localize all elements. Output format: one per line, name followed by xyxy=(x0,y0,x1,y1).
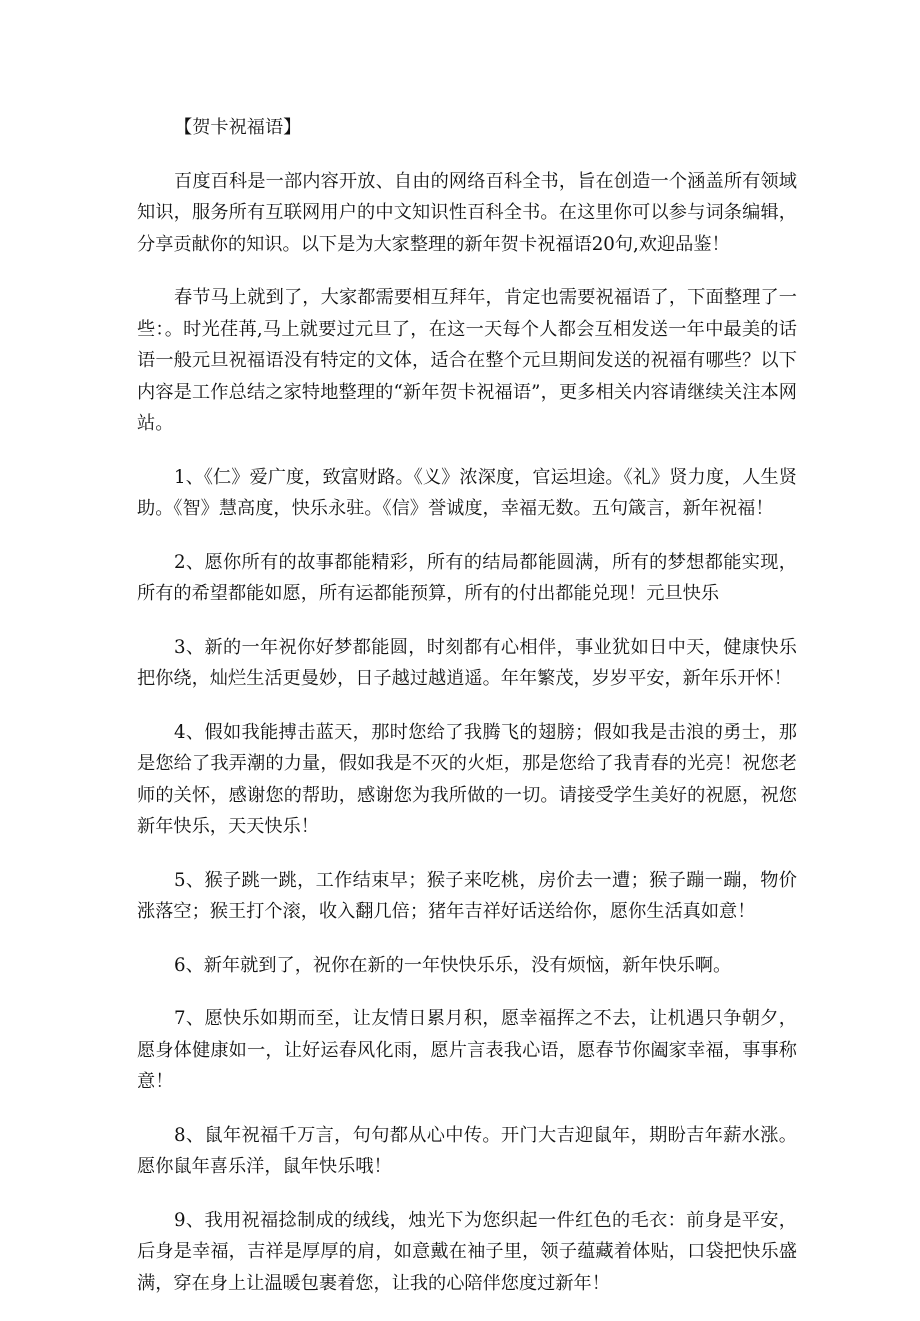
greeting-item-2: 2、愿你所有的故事都能精彩，所有的结局都能圆满，所有的梦想都能实现，所有的希望都能如愿，所有运都能预算，所有的付出都能兑现！元旦快乐 xyxy=(137,551,797,604)
intro-paragraph: 百度百科是一部内容开放、自由的网络百科全书，旨在创造一个涵盖所有领域知识，服务所有互联网用户的中文知识性百科全书。在这里你可以参与词条编辑，分享贡献你的知识。以下是为大家整理的新年贺卡祝福语20句,欢迎品鉴！ xyxy=(137,170,797,255)
greeting-item-8: 8、鼠年祝福千万言，句句都从心中传。开门大吉迎鼠年，期盼吉年薪水涨。愿你鼠年喜乐洋，鼠年快乐哦！ xyxy=(137,1124,797,1177)
greeting-item-3: 3、新的一年祝你好梦都能圆，时刻都有心相伴，事业犹如日中天，健康快乐把你绕，灿烂生活更曼妙，日子越过越逍遥。年年繁茂，岁岁平安，新年乐开怀！ xyxy=(137,636,797,689)
greeting-item-7: 7、愿快乐如期而至，让友情日累月积，愿幸福挥之不去，让机遇只争朝夕，愿身体健康如一，让好运春风化雨，愿片言表我心语，愿春节你阖家幸福，事事称意！ xyxy=(137,1008,797,1092)
document-page xyxy=(137,112,797,1321)
document-title: 【贺卡祝福语】 xyxy=(174,117,302,138)
greeting-item-1: 1、《仁》爱广度，致富财路。《义》浓深度，官运坦途。《礼》贤力度，人生贤助。《智》慧高度，快乐永驻。《信》誉诚度，幸福无数。五句箴言，新年祝福！ xyxy=(137,466,797,519)
context-paragraph: 春节马上就到了，大家都需要相互拜年，肯定也需要祝福语了，下面整理了一些：。时光荏苒,马上就要过元旦了，在这一天每个人都会互相发送一年中最美的话语一般元旦祝福语没有特定的文体，适合在整个元旦期间发送的祝福有哪些？以下内容是工作总结之家特地整理的“新年贺卡祝福语”，更多相关内容请继续关注本网站。 xyxy=(137,287,797,434)
greeting-item-4: 4、假如我能搏击蓝天，那时您给了我腾飞的翅膀；假如我是击浪的勇士，那是您给了我弄潮的力量，假如我是不灭的火炬，那是您给了我青春的光亮！祝您老师的关怀，感谢您的帮助，感谢您为我所做的一切。请接受学生美好的祝愿，祝您新年快乐，天天快乐！ xyxy=(137,721,797,837)
greeting-item-6: 6、新年就到了，祝你在新的一年快快乐乐，没有烦恼，新年快乐啊。 xyxy=(174,954,732,976)
greeting-item-5: 5、猴子跳一跳，工作结束早；猴子来吃桃，房价去一遭；猴子蹦一蹦，物价涨落空；猴王打个滚，收入翻几倍；猪年吉祥好话送给你，愿你生活真如意！ xyxy=(137,869,797,922)
greeting-item-9: 9、我用祝福捻制成的绒线，烛光下为您织起一件红色的毛衣：前身是平安，后身是幸福，吉祥是厚厚的肩，如意戴在袖子里，领子蕴藏着体贴，口袋把快乐盛满，穿在身上让温暖包裹着您，让我的心陪伴您度过新年！ xyxy=(137,1209,797,1294)
